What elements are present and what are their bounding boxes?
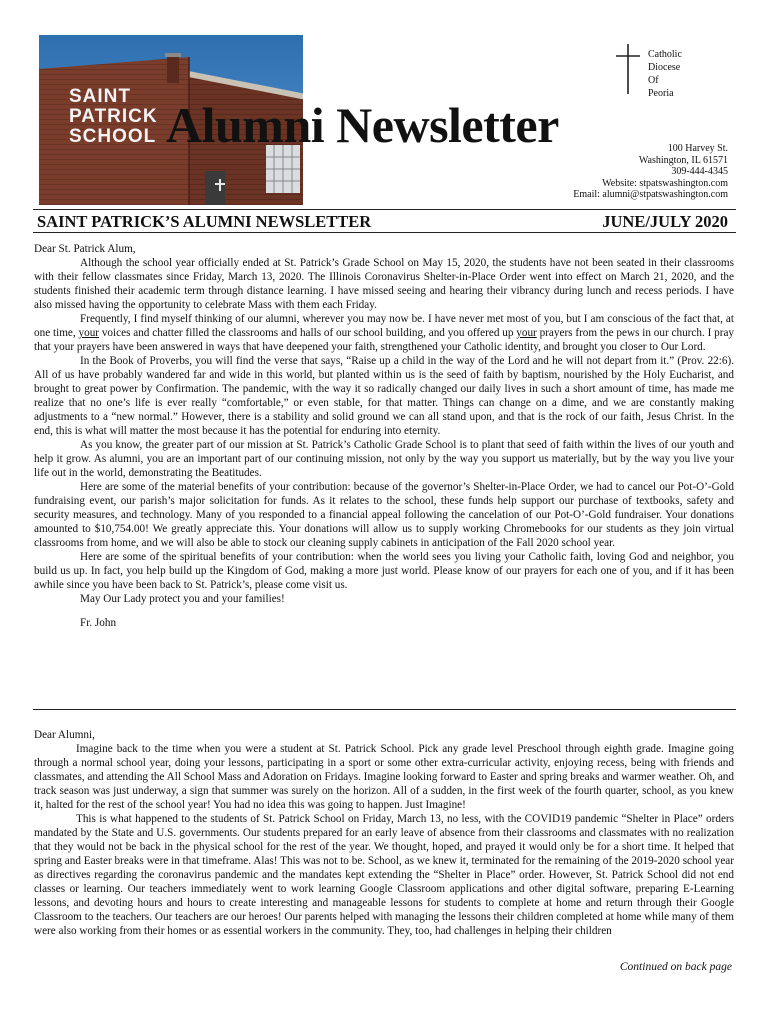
letter-paragraph bbox=[34, 312, 734, 354]
letter-paragraph: In the Book of Proverbs, you will find the verse that says, “Raise up a child in the way of the Lord and he will not depart from it.” (Prov. 22:6). All of us have probably wandered far and wide in this world, but planted within us is the seed of faith by baptism, nourished by the Holy Eucharist, and brought to great power by Confirmation. The pandemic, with the way it so radically changed our daily lives in such a short amount of time, has made me realize that no one’s life is ever really “comfortable,” or even stable, for that matter. Things can change on a dime, and we are constantly making adjustments to a “new normal.” However, there is a stability and solid ground we can all stand upon, and that is the rock of our faith, Jesus Christ. In the end, this is what will matter the most because it has the potential for enduring into eternity. bbox=[34, 355, 734, 437]
newsletter-title: Alumni Newsletter bbox=[166, 97, 559, 153]
letter-from-pastor bbox=[34, 242, 734, 630]
newsletter-date: JUNE/JULY 2020 bbox=[602, 212, 728, 231]
paragraph-text: prayers from the pews in our church. I pray that your prayers have been answered in ways that have deepened your faith, strengthened your Catholic identity, and brought you closer to Our Lord. bbox=[34, 327, 735, 353]
contact-phone: 309-444-4345 bbox=[671, 166, 728, 177]
header-rule-bottom bbox=[33, 232, 736, 233]
continued-note: Continued on back page bbox=[619, 961, 732, 973]
diocese-line: Of bbox=[648, 75, 659, 86]
letter-closing: May Our Lady protect you and your families! bbox=[80, 593, 285, 605]
contact-street: 100 Harvey St. bbox=[667, 143, 728, 154]
paragraph-text: Frequently, I find myself thinking of our alumni, wherever you may now be. I have never met most of you, but I am conscious of the fact that, at one time, bbox=[34, 313, 734, 339]
letter-paragraph: Here are some of the spiritual benefits of your contribution: when the world sees you living your Catholic faith, loving God and neighbor, you build us up. In fact, you help build up the Kingdom of God, making a more just world. Please know of our prayers for each one of you, and if it has been awhile since you have been back to St. Patrick’s, please come visit us. bbox=[34, 551, 734, 591]
letter-to-alumni bbox=[34, 728, 734, 938]
letter-paragraph: Here are some of the material benefits of your contribution: because of the governor’s Shelter-in-Place Order, we had to cancel our Pot-O’-Gold fundraising event, our parish’s major solicitation for funds. As it relates to the school, these funds help support our purchase of textbooks, safety and security measures, and technology. Many of you responded to a financial appeal following the cancelation of our Pot-O’-Gold fundraiser. Your donations amounted to $10,754.00! We greatly appreciate this. Your donations will allow us to supply working Chromebooks for our students as they join virtual classrooms from home, and we will also be able to stock our cleaning supply cabinets in anticipation of the Fall 2020 school year. bbox=[34, 481, 734, 549]
section-divider bbox=[33, 709, 736, 710]
letter-paragraph: As you know, the greater part of our mission at St. Patrick’s Catholic Grade School is to plant that seed of faith within the lives of our youth and help it grow. As alumni, you are an important part of our continuing mission, not only by the way you support us materially, but by the way you live your life out in the world, demonstrating the Beatitudes. bbox=[34, 439, 734, 479]
letter-paragraph: Imagine back to the time when you were a student at St. Patrick School. Pick any grade level Preschool through eighth grade. Imagine going through a normal school year, doing your lessons, participating in a sport or some other extra-curricular activity, enjoying recess, being with friends and classmates, and attending the All School Mass and Adoration on Fridays. Imagine looking forward to Easter and spring breaks and warmer weather. Oh, and track season was just underway, a sign that summer was surely on the horizon. All of a sudden, in the first week of the fourth quarter, school, as you knew it, halted for the rest of the school year! You had no idea this was going to happen. Just Imagine! bbox=[34, 743, 734, 811]
contact-website: Website: stpatswashington.com bbox=[602, 177, 728, 189]
sign-line: SAINT bbox=[69, 86, 131, 107]
paragraph-text: voices and chatter filled the classrooms and halls of our school building, and you offered up bbox=[99, 327, 517, 339]
cross-icon bbox=[614, 44, 642, 94]
contact-city: Washington, IL 61571 bbox=[638, 154, 728, 166]
newsletter-band-title: SAINT PATRICK’S ALUMNI NEWSLETTER bbox=[37, 212, 372, 231]
letter-signature: Fr. John bbox=[80, 617, 117, 629]
contact-email: Email: alumni@stpatswashington.com bbox=[573, 189, 728, 200]
diocese-line: Catholic bbox=[648, 49, 682, 60]
diocese-line: Diocese bbox=[648, 62, 681, 73]
building-sign bbox=[69, 87, 158, 147]
sign-line: PATRICK bbox=[69, 106, 158, 127]
emphasis-text: your bbox=[516, 327, 537, 339]
sign-line: SCHOOL bbox=[69, 126, 157, 147]
header-rule-top bbox=[33, 209, 736, 210]
diocese-line: Peoria bbox=[648, 88, 674, 99]
emphasis-text: your bbox=[78, 327, 100, 339]
letter-salutation: Dear St. Patrick Alum, bbox=[34, 243, 136, 255]
letter-paragraph: Although the school year officially ended at St. Patrick’s Grade School on May 15, 2020, the students have not been seated in their classrooms with their fellow classmates since Friday, March 13, 2020. The Illinois Coronavirus Shelter-in-Place Order went into effect on March 21, 2020, and the students finished their academic term through distance learning. I have missed seeing and hearing their vibrancy during lunch and recess periods. I have also missed having the opportunity to celebrate Mass with them each Friday. bbox=[34, 257, 734, 311]
diocese-label bbox=[648, 48, 682, 100]
letter-salutation: Dear Alumni, bbox=[34, 729, 95, 741]
contact-block bbox=[573, 143, 728, 201]
letter-paragraph: This is what happened to the students of St. Patrick School on Friday, March 13, no less, with the COVID19 pandemic “Shelter in Place” orders mandated by the State and U.S. governments. Our students prepared for an early leave of absence from their classrooms and classmates with no realization that they would not be back in the physical school for the rest of the year. We thought, hoped, and prayed it would only be for a short time. It helped that spring and Easter breaks were in that timeframe. Alas! This was not to be. School, as we knew it, terminated for the remaining of the 2019-2020 school year as directives regarding the coronavirus pandemic and the mandates kept extending the “Shelter in Place” order. However, St. Patrick School did not end classes or learning. Our teachers immediately went to work learning Google Classroom applications and other digital software, preparing E-Learning lessons, and devoting hours and hours to create interesting and manageable lessons for students to complete at home and return through their Google Classroom to the teachers. Our teachers are our heroes! Our parents helped with managing the lessons their children completed at home while many of them were also working from their homes or as essential workers in the community. They, too, had challenges in helping their children bbox=[34, 813, 734, 937]
